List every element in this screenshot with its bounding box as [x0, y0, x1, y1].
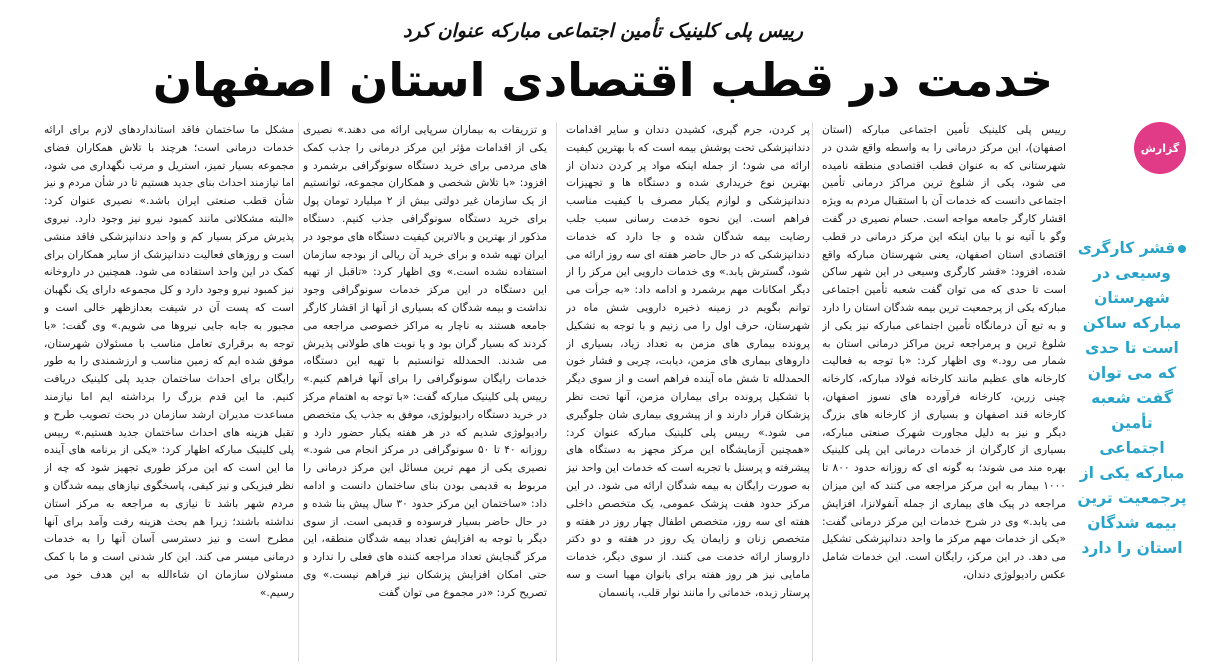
- article-column-3: [303, 122, 547, 662]
- column-divider: [298, 122, 299, 662]
- column-divider: [556, 122, 557, 662]
- article-column-2: [566, 122, 810, 662]
- bullet-dot-icon: [1178, 245, 1186, 253]
- kicker: رییس پلی کلینیک تأمین اجتماعی مبارکه عنوان کرد: [402, 20, 804, 42]
- column-text: و تزریقات به بیماران سرپایی ارائه می دهند.» نصیری یکی از اقدامات مؤثر این مرکز درمانی را جذب کمک های مردمی برای خرید دستگاه سونوگرافی برشمرد و افزود: «با تلاش شخصی و همکاران مجموعه، توانستیم از یک سازمان غیر دولتی بیش از ۲ میلیارد تومان پول برای خرید دستگاه سونوگرافی جذب کنیم. دستگاه مذکور از بهترین و بالاترین کیفیت دستگاه های موجود در ایران تهیه شده و برای خرید آن ریالی از بودجه سازمان استفاده نشده است.» وی اظهار کرد: «تاقبل از تهیه این دستگاه در این مرکز خدمات سونوگرافی وجود نداشت و بیمه شدگان که بسیاری از آنها از اقشار کارگر جامعه هستند به ناچار به مراکز خصوصی مراجعه می کردند که بسیار گران بود و یا نوبت های طولانی پذیرش می شدند. الحمدلله توانستیم با تهیه این دستگاه، خدمات رایگان سونوگرافی را برای آنها فراهم کنیم.» رییس پلی کلینیک مبارکه گفت: «با توجه به اهتمام مرکز در خرید دستگاه رادیولوژی، موفق به جذب یک متخصص رادیولوژی شدیم که در هر هفته یکبار حضور دارد و روزانه ۴۰ تا ۵۰ سونوگرافی در مرکز انجام می شود.» نصیری یکی از مهم ترین مسائل این مرکز درمانی را مربوط به قدیمی بودن بنای ساختمان دانست و ادامه داد: «ساختمان این مرکز حدود ۳۰ سال پیش بنا شده و در حال حاضر بسیار فرسوده و قدیمی است. از سوی دیگر با توجه به افزایش تعداد بیمه شدگان منطقه، این مرکز گنجایش تعداد مراجعه کننده های فعلی را ندارد و حتی امکان افزایش پزشکان نیز فراهم نیست.» وی تصریح کرد: «در مجموع می توان گفت: [303, 124, 547, 599]
- article-column-1: [822, 122, 1066, 662]
- headline: خدمت در قطب اقتصادی استان اصفهان: [152, 53, 1054, 107]
- column-divider: [812, 122, 813, 662]
- article-column-4: [44, 122, 294, 662]
- column-text: مشکل ما ساختمان فاقد استانداردهای لازم برای ارائه خدمات درمانی است؛ هرچند با تلاش همکاران فضای مجموعه بسیار تمیز، استریل و مرتب نگهداری می شود، اما نیازمند احداث بنای جدید هستیم تا در شأن مردم و نیز شأن قطب صنعتی ایران باشد.» نصیری عنوان کرد: «البته مشکلاتی مانند کمبود نیرو نیز وجود دارد. نیروی پذیرش مرکز بسیار کم و واحد دندانپزشکی فاقد منشی است و روزهای فعالیت دندانپزشک از سایر همکاران برای کمک در این واحد استفاده می شود. همچنین در داروخانه نیز کمبود نیرو وجود دارد و کل مجموعه دارای یک نگهبان است که پست آن در شیفت بعدازظهر خالی است و مجبور به جابه جایی نیروها می شویم.» وی گفت: «با توجه به برقراری تعامل مناسب با مسئولان شهرستان، موفق شده ایم که زمین مناسب و ارزشمندی را به طور رایگان برای احداث ساختمان جدید پلی کلینیک دریافت کنیم. ما این قدم بزرگ را برداشته ایم اما نیازمند مساعدت مدیران ارشد سازمان در بحث تصویب طرح و تقبل هزینه های احداث ساختمان جدید هستیم.» رییس پلی کلینیک مبارکه اظهار کرد: «یکی از برنامه های آینده ما این است که این مرکز طوری تجهیز شود که چه از نظر فیزیکی و نیز کیفی، پاسخگوی نیازهای بیمه شدگان و مردم شهر باشد تا نیازی به مراجعه به مرکز استان نداشته باشند؛ زیرا هم بحث هزینه رفت وآمد برای آنها مطرح است و نیز دسترسی آسان آنها را به خدمات درمانی میسر می کند. این کار شدنی است و ما با کمک مسئولان سازمان ان شاءالله به این هدف خود می رسیم.»: [44, 124, 294, 599]
- column-text: پر کردن، جرم گیری، کشیدن دندان و سایر اقدامات دندانپزشکی تحت پوشش بیمه است که با بهترین کیفیت ارائه می شود؛ از جمله اینکه مواد پر کردن دندان از بهترین نوع خریداری شده و دستگاه ها و تجهیزات دندانپزشکی و لوازم یکبار مصرف با کیفیت مناسب فراهم است. این نحوه خدمت رسانی سبب جلب رضایت بیمه شدگان شده و جا دارد که خدمات دندانپزشکی که در حال حاضر هفته ای سه روز ارائه می شود، گسترش یابد.» وی خدمات دارویی این مرکز را از دیگر امکانات مهم برشمرد و ادامه داد: «به جرأت می توانم بگویم در زمینه ذخیره دارویی شش ماه در شهرستان، حرف اول را می زنیم و با توجه به تشکیل پرونده بیماری های مزمن به تعداد زیاد، بسیاری از داروهای بیماری های مزمن، دیابت، چربی و فشار خون الحمدلله تا شش ماه آینده فراهم است و از سوی دیگر با تشکیل پرونده برای بیماران مزمن، آنها تحت نظر پزشکان قرار دارند و از پیشروی بیماری شان جلوگیری می شود.» رییس پلی کلینیک مبارکه عنوان کرد: «همچنین آزمایشگاه این مرکز مجهز به دستگاه های پیشرفته و پرسنل با تجربه است که خدمات این واحد نیز به صورت رایگان به بیمه شدگان ارائه می شود. در این مرکز حدود هفت پزشک عمومی، یک متخصص داخلی هفته ای سه روز، متخصص اطفال چهار روز در هفته و متخصص زنان و زایمان یک روز در هفته و دو دکتر داروساز ارائه خدمت می کنند. از سوی دیگر، خدمات مامایی نیز هر روز هفته برای بانوان مهیا است و سه پرستار زبده، خدماتی را مانند نوار قلب، پانسمان: [566, 124, 810, 599]
- report-badge: گزارش: [1134, 122, 1186, 174]
- pull-quote-text: قشر کارگری وسیعی در شهرستان مبارکه ساکن است تا حدی که می توان گفت شعبه تأمین اجتماعی مبارکه یکی از پرجمعیت ترین بیمه شدگان استان را دارد: [1077, 239, 1187, 557]
- pull-quote: [1076, 236, 1188, 561]
- column-text: رییس پلی کلینیک تأمین اجتماعی مبارکه (استان اصفهان)، این مرکز درمانی را به واسطه واقع شدن در شهرستانی که به عنوان قطب اقتصادی منطقه نامیده می شود، یکی از شلوغ ترین مراکز درمانی تأمین اجتماعی دانست که خدمات آن با استقبال مردم به ویژه اقشار کارگر جامعه مواجه است. حسام نصیری در گفت وگو با آتیه نو با بیان اینکه این مرکز درمانی در قطب اقتصادی استان اصفهان، یعنی شهرستان مبارکه واقع شده، افزود: «قشر کارگری وسیعی در این شهر ساکن است تا حدی که می توان گفت شعبه تأمین اجتماعی مبارکه یکی از پرجمعیت ترین بیمه شدگان استان را دارد و به تبع آن درمانگاه تأمین اجتماعی مبارکه نیز یکی از شلوغ ترین و پرمراجعه ترین مراکز درمانی استان به شمار می رود.» وی اظهار کرد: «با توجه به فعالیت کارخانه های عظیم مانند کارخانه فولاد مبارکه، کارخانه چینی زرین، کارخانه فرآورده های نسوز اصفهان، کارخانه قند اصفهان و بسیاری از کارخانه های بزرگ دیگر و نیز به دلیل مجاورت شهرک صنعتی مبارکه، بسیاری از کارگران از خدمات درمانی این پلی کلینیک بهره مند می شوند؛ به گونه ای که روزانه حدود ۸۰۰ تا ۱۰۰۰ بیمار به این مرکز مراجعه می کنند که این میزان مراجعه در پیک های بیماری از جمله آنفولانزا، افزایش می یابد.» وی در شرح خدمات این مرکز درمانی گفت: «یکی از خدمات مهم مرکز ما واحد دندانپزشکی تشکیل می دهد. در این مرکز، رایگان است. این خدمات شامل عکس رادیولوژی دندان،: [822, 124, 1066, 581]
